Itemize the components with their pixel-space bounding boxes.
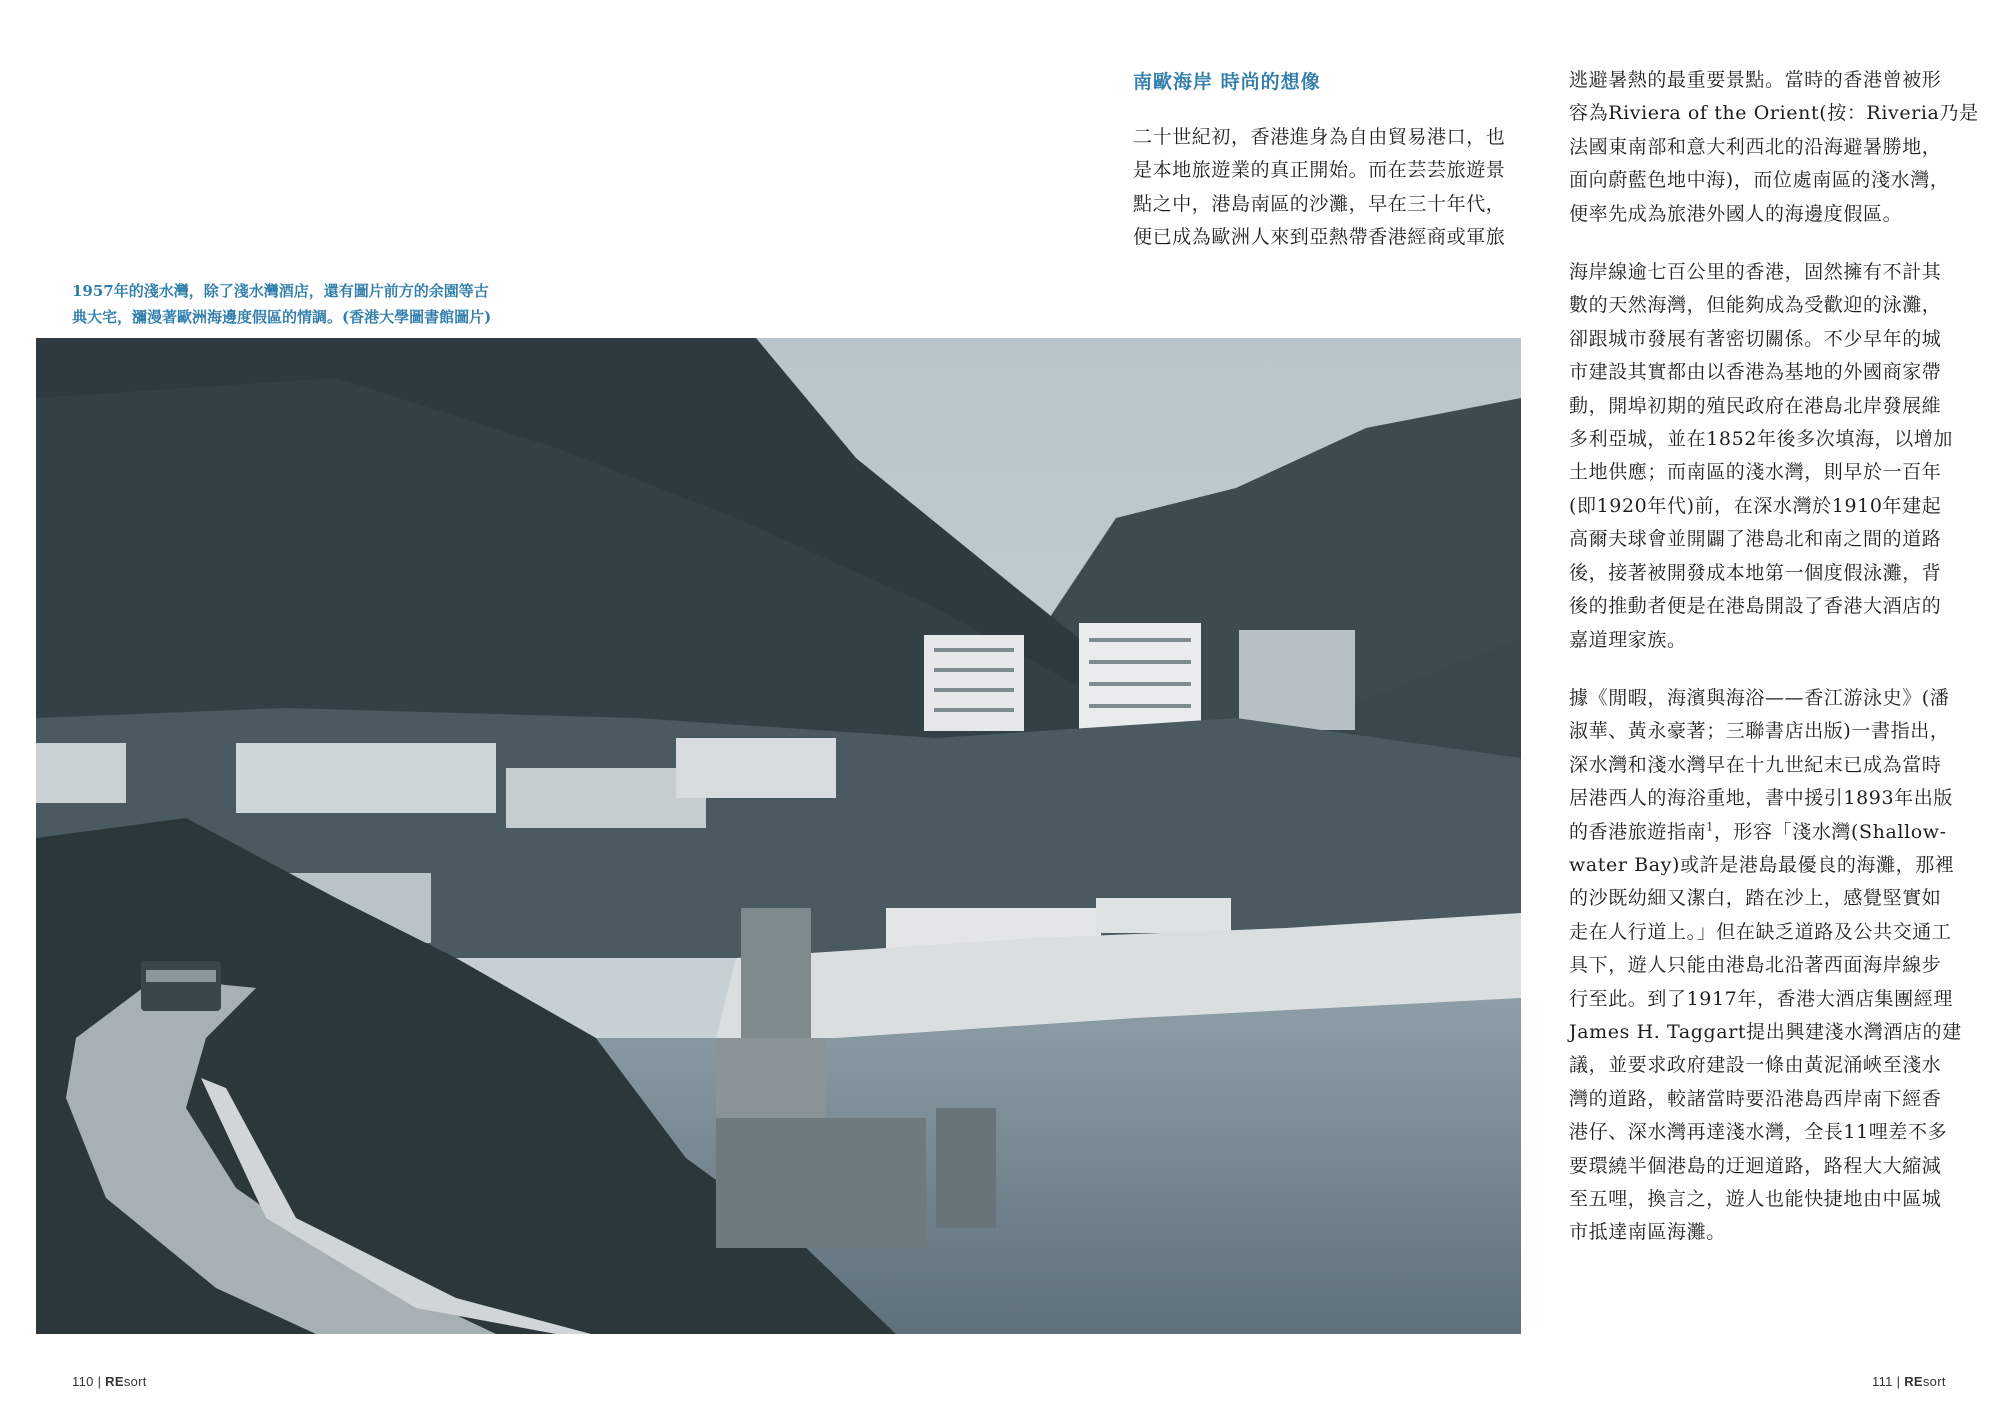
text-line: 港仔、深水灣再達淺水灣，全長11哩差不多 — [1569, 1121, 1948, 1144]
text-line: 是本地旅遊業的真正開始。而在芸芸旅遊景 — [1133, 159, 1506, 182]
paragraph — [1569, 64, 1979, 231]
text-line: 據《閒暇，海濱與海浴——香江游泳史》(潘 — [1569, 686, 1950, 709]
page-number-left — [72, 1374, 147, 1389]
text-line: 要環繞半個港島的迂迴道路，路程大大縮減 — [1569, 1154, 1942, 1177]
text-line: 議，並要求政府建設一條由黃泥涌峽至淺水 — [1569, 1054, 1942, 1077]
repulse-bay-hotel-wing-1 — [236, 743, 496, 813]
bus-windows — [146, 970, 216, 982]
magazine-brand-bold: RE — [1904, 1374, 1923, 1389]
text-line: 法國東南部和意大利西北的沿海避暑勝地， — [1569, 135, 1942, 158]
text-line: 的沙既幼細又潔白，踏在沙上，感覺堅實如 — [1569, 887, 1942, 910]
text-line: 走在人行道上。」但在缺乏道路及公共交通工 — [1569, 920, 1952, 943]
folio-separator: | — [1896, 1374, 1901, 1389]
caption-line: 典大宅，瀰漫著歐洲海邊度假區的情調。(香港大學圖書館圖片) — [72, 308, 492, 326]
left-villa — [36, 743, 126, 803]
text-line: 便率先成為旅港外國人的海邊度假區。 — [1569, 202, 1903, 225]
text-line: 海岸線逾七百公里的香港，固然擁有不計其 — [1569, 261, 1942, 284]
text-line: 便已成為歐洲人來到亞熱帶香港經商或軍旅 — [1133, 226, 1506, 249]
bus — [141, 961, 221, 1011]
mansion — [716, 1118, 926, 1248]
repulse-bay-1957-photo — [36, 338, 1521, 1334]
repulse-bay-hotel-wing-3 — [676, 738, 836, 798]
text-line: 至五哩，換言之，遊人也能快捷地由中區城 — [1569, 1188, 1942, 1210]
paragraph — [1133, 121, 1523, 255]
caption-line: 1957年的淺水灣，除了淺水灣酒店，還有圖片前方的余園等古 — [72, 282, 489, 300]
text-line: 市建設其實都由以香港為基地的外國商家帶 — [1569, 361, 1942, 384]
text-line: 市抵達南區海灘。 — [1569, 1221, 1726, 1244]
text-line: 多利亞城，並在1852年後多次填海，以增加 — [1569, 428, 1953, 451]
paragraph — [1569, 682, 1964, 1250]
text-line: James H. Taggart提出興建淺水灣酒店的建 — [1569, 1020, 1962, 1043]
text-line: 數的天然海灣，但能夠成為受歡迎的泳灘， — [1569, 294, 1942, 317]
text-segment: 的香港旅遊指南 — [1569, 820, 1707, 843]
text-line: (即1920年代)前，在深水灣於1910年建起 — [1569, 494, 1942, 517]
text-line: 動，開埠初期的殖民政府在港島北岸發展維 — [1569, 394, 1942, 417]
text-line: 高爾夫球會並開闢了港島北和南之間的道路 — [1569, 528, 1942, 551]
text-line: 居港西人的海浴重地，書中援引1893年出版 — [1569, 787, 1953, 810]
photo-caption — [72, 278, 532, 330]
text-segment: ，形容「淺水灣(Shallow- — [1713, 820, 1947, 843]
text-line: 淑華、黃永豪著；三聯書店出版)一書指出， — [1569, 720, 1950, 743]
text-line: 灣的道路，較諸當時要沿港島西岸南下經香 — [1569, 1087, 1942, 1110]
beach-shelter — [1096, 898, 1231, 933]
magazine-brand-rest: sort — [1922, 1374, 1946, 1389]
tower-block-3 — [1239, 630, 1355, 730]
footnote-marker: 1 — [1706, 820, 1714, 834]
text-line: 點之中，港島南區的沙灘，早在三十年代， — [1133, 192, 1506, 215]
section-heading: 南歐海岸 時尚的想像 — [1133, 71, 1321, 93]
mansion-turret — [936, 1108, 996, 1228]
text-line: water Bay)或許是港島最優良的海灘，那裡 — [1569, 853, 1955, 876]
right-text-column — [1569, 64, 1979, 1275]
text-line: 土地供應；而南區的淺水灣，則早於一百年 — [1569, 461, 1942, 484]
text-line: 深水灣和淺水灣早在十九世紀末已成為當時 — [1569, 753, 1942, 776]
text-line: 後的推動者便是在港島開設了香港大酒店的 — [1569, 595, 1942, 618]
page-number-right — [1872, 1374, 1946, 1389]
page-number: 110 — [72, 1374, 94, 1389]
text-line: 卻跟城市發展有著密切關係。不少早年的城 — [1569, 327, 1942, 350]
text-line: 嘉道理家族。 — [1569, 628, 1687, 651]
text-line: 面向蔚藍色地中海)，而位處南區的淺水灣， — [1569, 169, 1950, 192]
photo-illustration — [36, 338, 1521, 1334]
folio-separator: | — [97, 1374, 102, 1389]
text-line — [1569, 816, 1964, 849]
text-line: 行至此。到了1917年，香港大酒店集團經理 — [1569, 987, 1953, 1010]
mid-text-column — [1133, 121, 1523, 280]
paragraph — [1569, 256, 1964, 657]
magazine-brand-bold: RE — [105, 1374, 124, 1389]
text-line: 後，接著被開發成本地第一個度假泳灘，背 — [1569, 561, 1942, 584]
text-line: 容為Riviera of the Orient(按：Riveria乃是 — [1569, 102, 1979, 125]
magazine-brand-rest: sort — [123, 1374, 147, 1389]
text-line: 具下，遊人只能由港島北沿著西面海岸線步 — [1569, 954, 1942, 977]
text-line: 逃避暑熱的最重要景點。當時的香港曾被形 — [1569, 69, 1942, 91]
page-number: 111 — [1872, 1374, 1893, 1389]
text-line: 二十世紀初，香港進身為自由貿易港口，也 — [1133, 126, 1506, 148]
